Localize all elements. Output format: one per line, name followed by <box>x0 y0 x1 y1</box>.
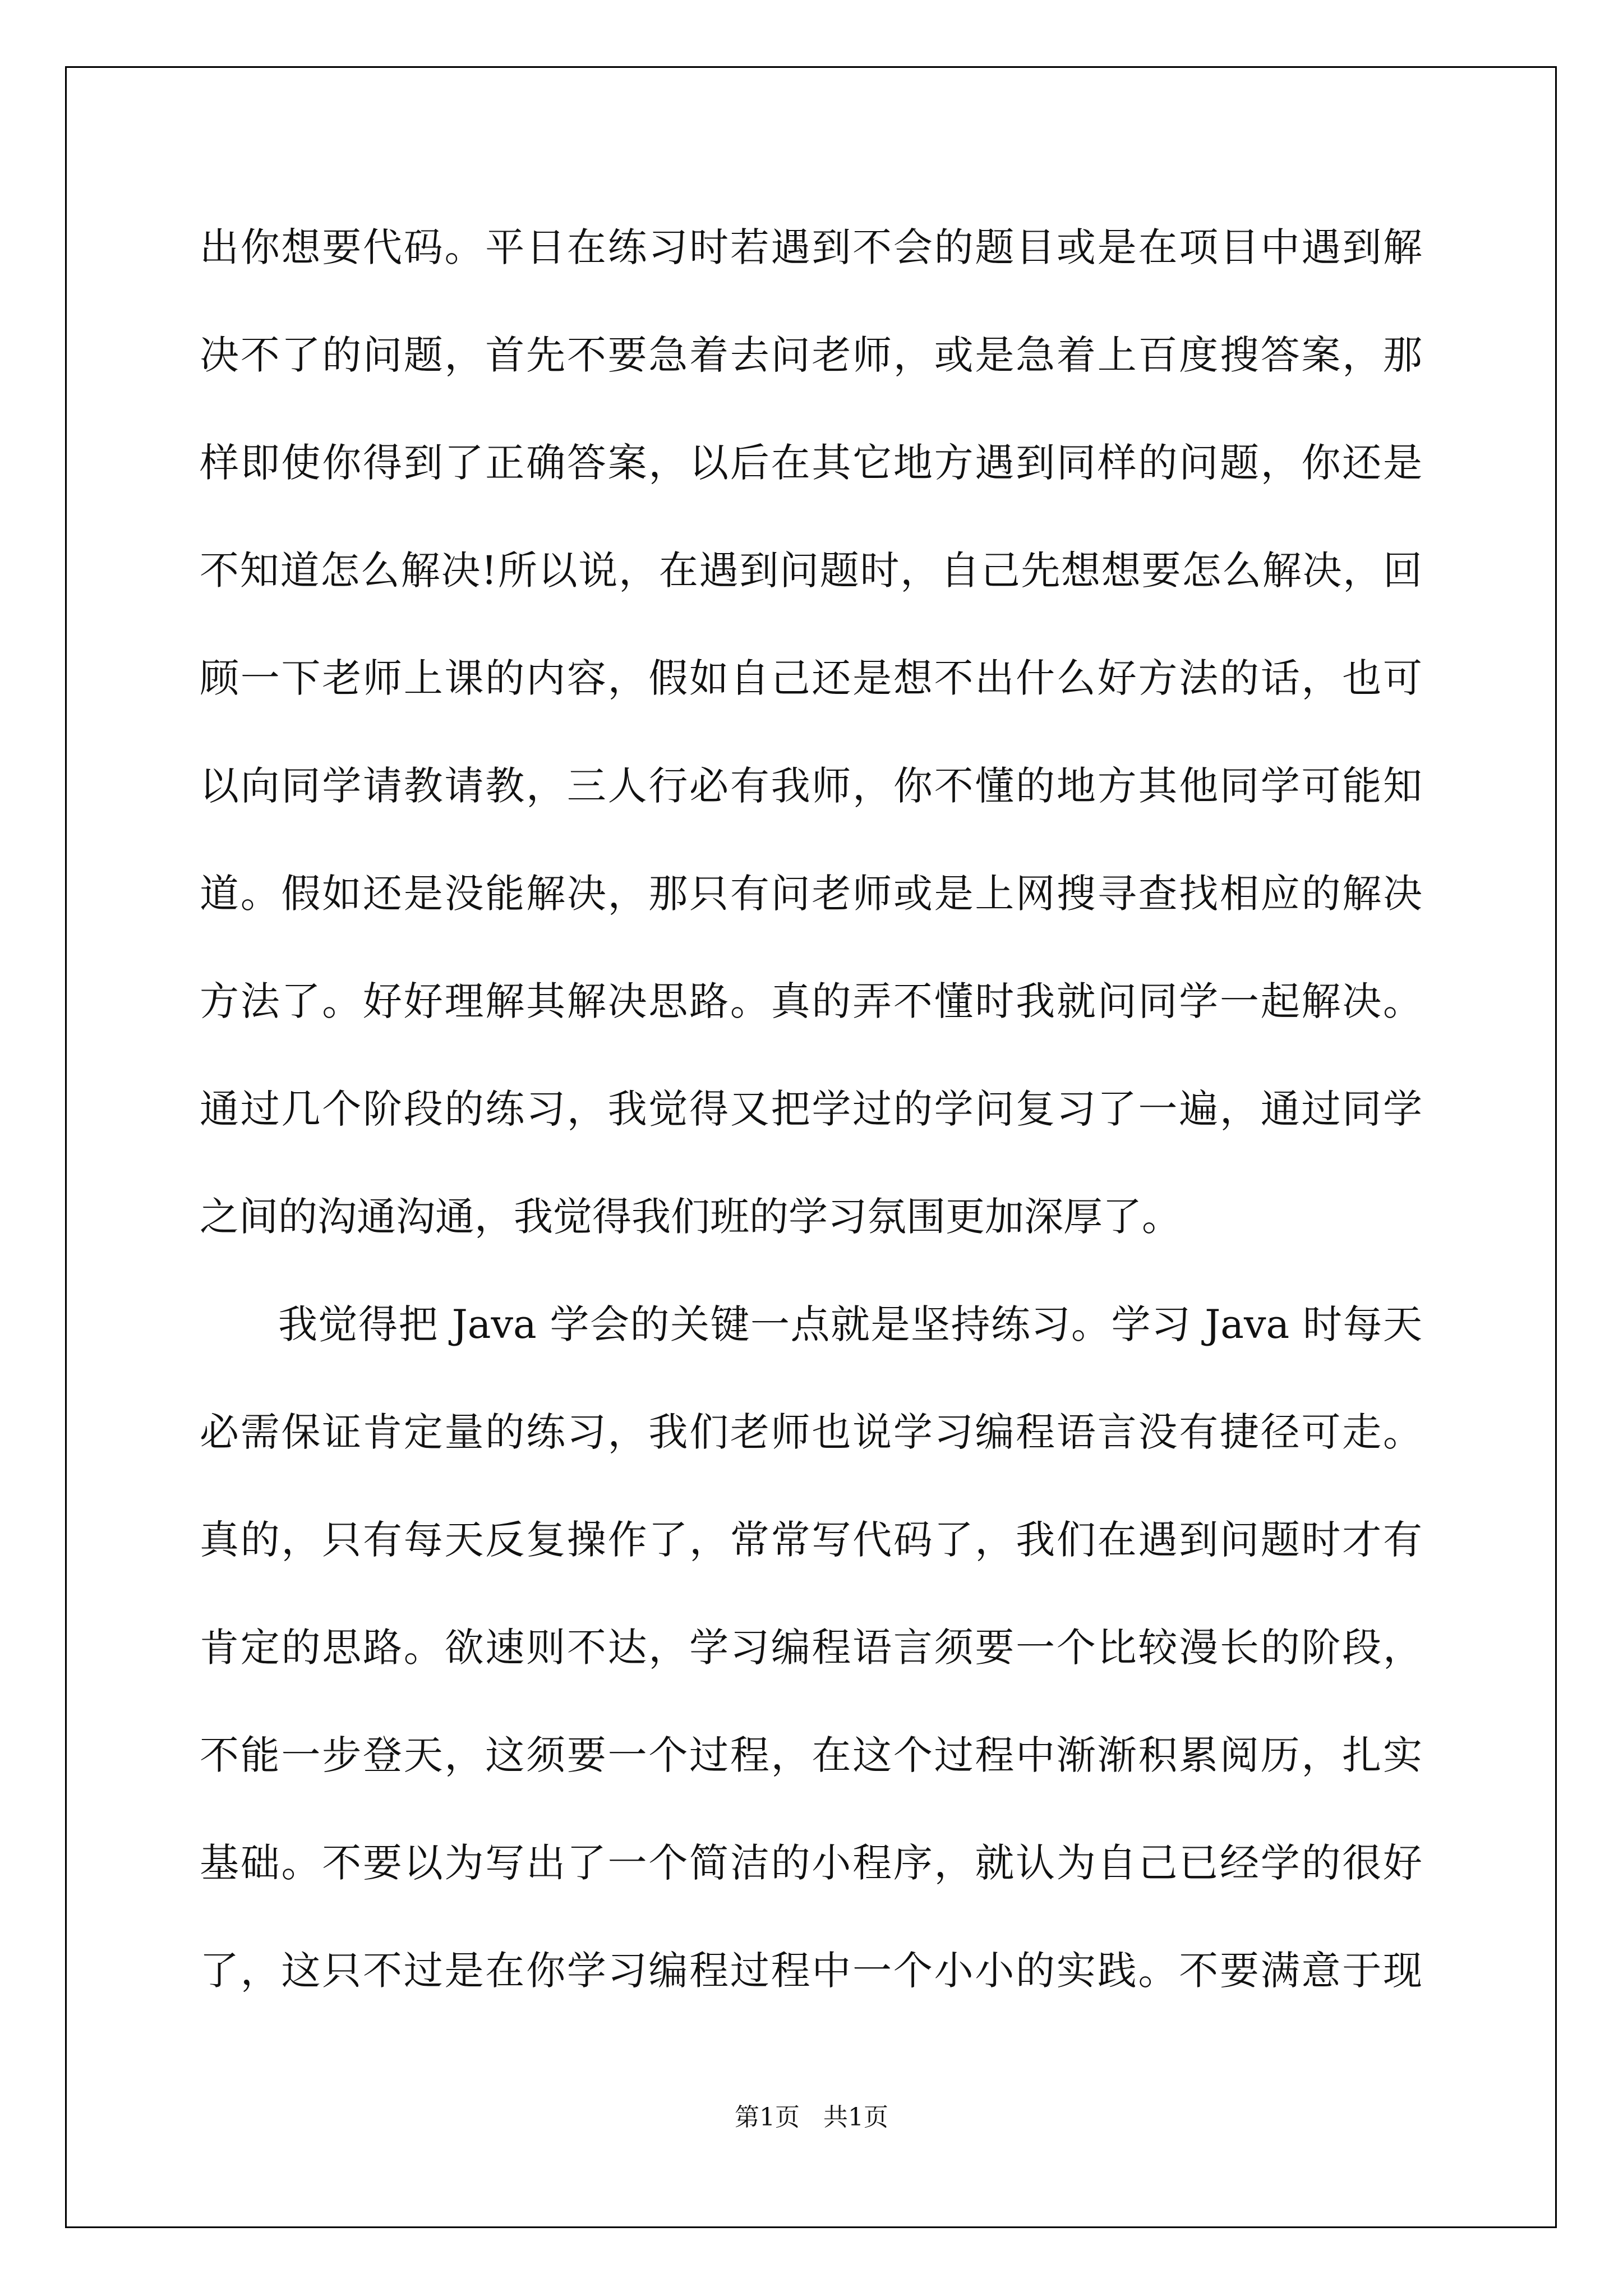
text-line: 真的，只有每天反复操作了，常常写代码了，我们在遇到问题时才有 <box>200 1517 1422 1563</box>
text-line: 不知道怎么解决!所以说，在遇到问题时，自己先想想要怎么解决，回 <box>200 547 1422 593</box>
text-line: 决不了的问题，首先不要急着去问老师，或是急着上百度搜答案，那 <box>200 332 1422 378</box>
text-line: 之间的沟通沟通，我觉得我们班的学习氛围更加深厚了。 <box>200 1194 1181 1240</box>
text-line: 顾一下老师上课的内容，假如自己还是想不出什么好方法的话，也可 <box>200 655 1422 701</box>
document-body <box>200 194 1422 2024</box>
text-line: 道。假如还是没能解决，那只有问老师或是上网搜寻查找相应的解决 <box>200 871 1422 917</box>
text-line: 肯定的思路。欲速则不达，学习编程语言须要一个比较漫长的阶段， <box>200 1625 1422 1671</box>
text-line: 必需保证肯定量的练习，我们老师也说学习编程语言没有捷径可走。 <box>200 1409 1422 1455</box>
text-line: 我觉得把 Java 学会的关键一点就是坚持练习。学习 Java 时每天 <box>278 1301 1422 1347</box>
text-line: 以向同学请教请教，三人行必有我师，你不懂的地方其他同学可能知 <box>200 763 1422 809</box>
page-footer: 第1页 共1页 <box>735 2103 888 2132</box>
text-line: 方法了。好好理解其解决思路。真的弄不懂时我就问同学一起解决。 <box>200 978 1422 1024</box>
text-line: 不能一步登天，这须要一个过程，在这个过程中渐渐积累阅历，扎实 <box>200 1732 1422 1778</box>
text-line: 通过几个阶段的练习，我觉得又把学过的学问复习了一遍，通过同学 <box>200 1086 1422 1132</box>
text-line: 基础。不要以为写出了一个简洁的小程序，就认为自己已经学的很好 <box>200 1840 1422 1886</box>
text-line: 样即使你得到了正确答案，以后在其它地方遇到同样的问题，你还是 <box>200 440 1422 486</box>
text-line: 了，这只不过是在你学习编程过程中一个小小的实践。不要满意于现 <box>200 1948 1422 1994</box>
text-line: 出你想要代码。平日在练习时若遇到不会的题目或是在项目中遇到解 <box>200 224 1422 270</box>
